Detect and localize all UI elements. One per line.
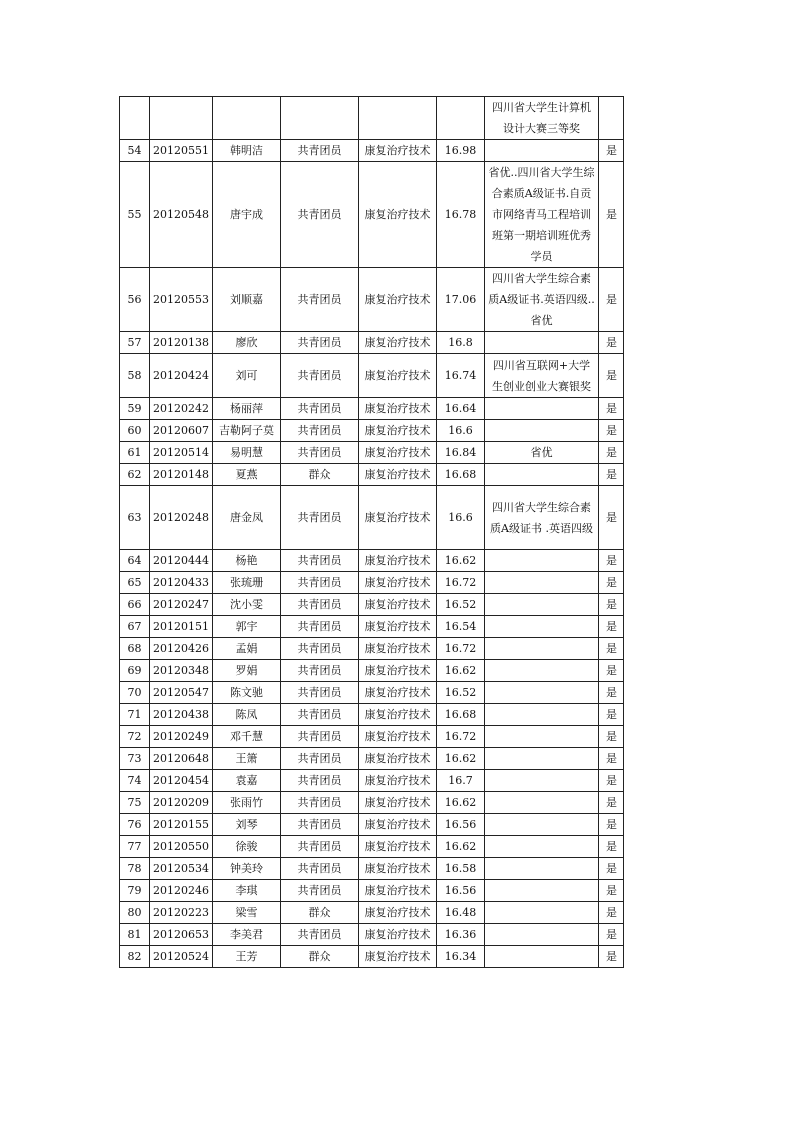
student-name-cell: 刘顺嘉	[213, 268, 281, 332]
row-number-cell: 66	[120, 594, 150, 616]
student-name-cell: 张琉珊	[213, 572, 281, 594]
award-note-cell: 省优	[485, 442, 599, 464]
score-cell: 16.56	[437, 814, 485, 836]
student-id-cell: 20120433	[150, 572, 213, 594]
score-cell: 16.52	[437, 682, 485, 704]
table-body	[120, 97, 624, 968]
table-row	[120, 726, 624, 748]
table-row	[120, 880, 624, 902]
student-id-cell: 20120209	[150, 792, 213, 814]
row-number-cell: 68	[120, 638, 150, 660]
qualified-flag-cell: 是	[599, 354, 624, 398]
score-cell: 16.62	[437, 836, 485, 858]
student-name-cell: 李琪	[213, 880, 281, 902]
award-note-cell	[485, 858, 599, 880]
major-cell: 康复治疗技术	[359, 814, 437, 836]
student-id-cell: 20120438	[150, 704, 213, 726]
score-cell: 16.78	[437, 162, 485, 268]
award-note-cell	[485, 638, 599, 660]
qualified-flag-cell: 是	[599, 550, 624, 572]
table-row	[120, 442, 624, 464]
student-id-cell: 20120534	[150, 858, 213, 880]
student-id-cell: 20120148	[150, 464, 213, 486]
student-id-cell: 20120444	[150, 550, 213, 572]
row-number-cell: 67	[120, 616, 150, 638]
score-cell: 16.62	[437, 792, 485, 814]
major-cell: 康复治疗技术	[359, 726, 437, 748]
score-cell: 16.6	[437, 420, 485, 442]
table-row	[120, 638, 624, 660]
award-note-cell	[485, 704, 599, 726]
political-status-cell: 共青团员	[281, 486, 359, 550]
political-status-cell: 共青团员	[281, 442, 359, 464]
award-note-cell: 省优..四川省大学生综合素质A级证书.自贡市网络青马工程培训班第一期培训班优秀学员	[485, 162, 599, 268]
award-note-cell	[485, 594, 599, 616]
table-row	[120, 660, 624, 682]
major-cell: 康复治疗技术	[359, 464, 437, 486]
student-name-cell: 陈凤	[213, 704, 281, 726]
qualified-flag-cell: 是	[599, 726, 624, 748]
major-cell: 康复治疗技术	[359, 946, 437, 968]
student-name-cell: 王箫	[213, 748, 281, 770]
major-cell: 康复治疗技术	[359, 616, 437, 638]
student-name-cell: 徐骏	[213, 836, 281, 858]
award-note-cell	[485, 398, 599, 420]
qualified-flag-cell: 是	[599, 420, 624, 442]
score-cell: 16.52	[437, 594, 485, 616]
score-cell: 16.56	[437, 880, 485, 902]
table-row	[120, 792, 624, 814]
score-cell: 16.72	[437, 572, 485, 594]
student-name-cell: 罗娟	[213, 660, 281, 682]
student-id-cell: 20120553	[150, 268, 213, 332]
score-cell: 16.8	[437, 332, 485, 354]
table-row	[120, 748, 624, 770]
award-note-cell	[485, 140, 599, 162]
row-number-cell: 81	[120, 924, 150, 946]
table-row	[120, 946, 624, 968]
qualified-flag-cell	[599, 97, 624, 140]
major-cell: 康复治疗技术	[359, 792, 437, 814]
table-row	[120, 924, 624, 946]
qualified-flag-cell: 是	[599, 268, 624, 332]
student-name-cell: 廖欣	[213, 332, 281, 354]
political-status-cell: 共青团员	[281, 332, 359, 354]
student-id-cell: 20120524	[150, 946, 213, 968]
table-row	[120, 550, 624, 572]
table-row	[120, 486, 624, 550]
qualified-flag-cell: 是	[599, 682, 624, 704]
political-status-cell: 共青团员	[281, 268, 359, 332]
student-name-cell: 郭宇	[213, 616, 281, 638]
student-name-cell: 刘可	[213, 354, 281, 398]
major-cell: 康复治疗技术	[359, 924, 437, 946]
row-number-cell: 60	[120, 420, 150, 442]
table-row	[120, 814, 624, 836]
student-id-cell: 20120514	[150, 442, 213, 464]
student-name-cell: 梁雪	[213, 902, 281, 924]
student-id-cell: 20120607	[150, 420, 213, 442]
table-row	[120, 140, 624, 162]
award-note-cell	[485, 682, 599, 704]
political-status-cell: 共青团员	[281, 924, 359, 946]
student-id-cell: 20120249	[150, 726, 213, 748]
major-cell: 康复治疗技术	[359, 354, 437, 398]
student-id-cell: 20120426	[150, 638, 213, 660]
table-row	[120, 858, 624, 880]
student-id-cell: 20120547	[150, 682, 213, 704]
award-note-cell	[485, 660, 599, 682]
award-note-cell	[485, 836, 599, 858]
qualified-flag-cell: 是	[599, 770, 624, 792]
qualified-flag-cell: 是	[599, 660, 624, 682]
row-number-cell: 80	[120, 902, 150, 924]
student-id-cell: 20120155	[150, 814, 213, 836]
table-row	[120, 420, 624, 442]
political-status-cell: 共青团员	[281, 682, 359, 704]
table-row	[120, 398, 624, 420]
award-note-cell	[485, 726, 599, 748]
table-row	[120, 332, 624, 354]
row-number-cell: 61	[120, 442, 150, 464]
student-id-cell: 20120648	[150, 748, 213, 770]
student-name-cell: 刘琴	[213, 814, 281, 836]
qualified-flag-cell: 是	[599, 704, 624, 726]
qualified-flag-cell: 是	[599, 486, 624, 550]
qualified-flag-cell: 是	[599, 924, 624, 946]
political-status-cell: 共青团员	[281, 660, 359, 682]
score-cell: 16.72	[437, 638, 485, 660]
row-number-cell: 79	[120, 880, 150, 902]
student-name-cell: 易明慧	[213, 442, 281, 464]
row-number-cell: 72	[120, 726, 150, 748]
major-cell: 康复治疗技术	[359, 486, 437, 550]
major-cell	[359, 97, 437, 140]
major-cell: 康复治疗技术	[359, 332, 437, 354]
row-number-cell: 65	[120, 572, 150, 594]
score-cell: 16.64	[437, 398, 485, 420]
row-number-cell: 63	[120, 486, 150, 550]
major-cell: 康复治疗技术	[359, 748, 437, 770]
table-row	[120, 616, 624, 638]
score-cell: 17.06	[437, 268, 485, 332]
table-row	[120, 268, 624, 332]
score-cell: 16.36	[437, 924, 485, 946]
award-note-cell	[485, 572, 599, 594]
row-number-cell: 69	[120, 660, 150, 682]
qualified-flag-cell: 是	[599, 332, 624, 354]
student-name-cell: 邓千慧	[213, 726, 281, 748]
student-id-cell: 20120242	[150, 398, 213, 420]
qualified-flag-cell: 是	[599, 946, 624, 968]
award-note-cell	[485, 814, 599, 836]
political-status-cell: 共青团员	[281, 398, 359, 420]
major-cell: 康复治疗技术	[359, 902, 437, 924]
major-cell: 康复治疗技术	[359, 880, 437, 902]
qualified-flag-cell: 是	[599, 792, 624, 814]
student-name-cell: 沈小雯	[213, 594, 281, 616]
row-number-cell: 56	[120, 268, 150, 332]
student-id-cell: 20120550	[150, 836, 213, 858]
award-note-cell	[485, 748, 599, 770]
table-row	[120, 464, 624, 486]
row-number-cell: 76	[120, 814, 150, 836]
award-note-cell	[485, 616, 599, 638]
political-status-cell: 共青团员	[281, 792, 359, 814]
table-row	[120, 770, 624, 792]
row-number-cell: 74	[120, 770, 150, 792]
row-number-cell: 57	[120, 332, 150, 354]
major-cell: 康复治疗技术	[359, 858, 437, 880]
political-status-cell: 共青团员	[281, 726, 359, 748]
row-number-cell: 77	[120, 836, 150, 858]
political-status-cell: 共青团员	[281, 616, 359, 638]
major-cell: 康复治疗技术	[359, 162, 437, 268]
row-number-cell	[120, 97, 150, 140]
major-cell: 康复治疗技术	[359, 442, 437, 464]
score-cell: 16.74	[437, 354, 485, 398]
student-name-cell: 唐宇成	[213, 162, 281, 268]
row-number-cell: 64	[120, 550, 150, 572]
student-id-cell: 20120247	[150, 594, 213, 616]
political-status-cell: 群众	[281, 946, 359, 968]
political-status-cell: 共青团员	[281, 420, 359, 442]
table-row	[120, 354, 624, 398]
row-number-cell: 54	[120, 140, 150, 162]
qualified-flag-cell: 是	[599, 594, 624, 616]
political-status-cell: 共青团员	[281, 748, 359, 770]
qualified-flag-cell: 是	[599, 880, 624, 902]
award-note-cell: 四川省大学生综合素质A级证书 .英语四级	[485, 486, 599, 550]
political-status-cell: 共青团员	[281, 572, 359, 594]
qualified-flag-cell: 是	[599, 858, 624, 880]
table-row	[120, 97, 624, 140]
major-cell: 康复治疗技术	[359, 420, 437, 442]
student-id-cell: 20120653	[150, 924, 213, 946]
political-status-cell: 群众	[281, 902, 359, 924]
student-id-cell: 20120138	[150, 332, 213, 354]
award-note-cell	[485, 464, 599, 486]
score-cell: 16.62	[437, 660, 485, 682]
major-cell: 康复治疗技术	[359, 550, 437, 572]
qualified-flag-cell: 是	[599, 748, 624, 770]
political-status-cell: 共青团员	[281, 858, 359, 880]
qualified-flag-cell: 是	[599, 442, 624, 464]
student-id-cell	[150, 97, 213, 140]
student-name-cell: 夏燕	[213, 464, 281, 486]
political-status-cell: 共青团员	[281, 704, 359, 726]
score-cell: 16.7	[437, 770, 485, 792]
major-cell: 康复治疗技术	[359, 594, 437, 616]
student-id-cell: 20120223	[150, 902, 213, 924]
student-list-table	[119, 96, 624, 968]
award-note-cell	[485, 946, 599, 968]
award-note-cell	[485, 902, 599, 924]
table-row	[120, 682, 624, 704]
qualified-flag-cell: 是	[599, 836, 624, 858]
major-cell: 康复治疗技术	[359, 398, 437, 420]
student-id-cell: 20120151	[150, 616, 213, 638]
award-note-cell: 四川省大学生计算机设计大赛三等奖	[485, 97, 599, 140]
student-name-cell: 张雨竹	[213, 792, 281, 814]
political-status-cell: 群众	[281, 464, 359, 486]
student-name-cell: 王芳	[213, 946, 281, 968]
major-cell: 康复治疗技术	[359, 268, 437, 332]
qualified-flag-cell: 是	[599, 902, 624, 924]
row-number-cell: 70	[120, 682, 150, 704]
major-cell: 康复治疗技术	[359, 704, 437, 726]
student-id-cell: 20120454	[150, 770, 213, 792]
student-name-cell: 袁嘉	[213, 770, 281, 792]
award-note-cell	[485, 420, 599, 442]
student-name-cell: 杨丽萍	[213, 398, 281, 420]
major-cell: 康复治疗技术	[359, 140, 437, 162]
score-cell: 16.58	[437, 858, 485, 880]
row-number-cell: 82	[120, 946, 150, 968]
political-status-cell: 共青团员	[281, 638, 359, 660]
qualified-flag-cell: 是	[599, 572, 624, 594]
row-number-cell: 71	[120, 704, 150, 726]
score-cell: 16.34	[437, 946, 485, 968]
student-id-cell: 20120424	[150, 354, 213, 398]
row-number-cell: 59	[120, 398, 150, 420]
award-note-cell	[485, 880, 599, 902]
major-cell: 康复治疗技术	[359, 770, 437, 792]
qualified-flag-cell: 是	[599, 162, 624, 268]
award-note-cell: 四川省互联网+大学生创业创业大赛银奖	[485, 354, 599, 398]
student-id-cell: 20120348	[150, 660, 213, 682]
row-number-cell: 73	[120, 748, 150, 770]
row-number-cell: 62	[120, 464, 150, 486]
student-name-cell: 陈文驰	[213, 682, 281, 704]
political-status-cell: 共青团员	[281, 354, 359, 398]
student-name-cell: 孟娟	[213, 638, 281, 660]
student-name-cell: 吉勒阿子莫	[213, 420, 281, 442]
award-note-cell	[485, 332, 599, 354]
award-note-cell	[485, 550, 599, 572]
table-row	[120, 836, 624, 858]
political-status-cell: 共青团员	[281, 836, 359, 858]
table-row	[120, 572, 624, 594]
student-id-cell: 20120246	[150, 880, 213, 902]
qualified-flag-cell: 是	[599, 140, 624, 162]
political-status-cell: 共青团员	[281, 814, 359, 836]
score-cell: 16.84	[437, 442, 485, 464]
row-number-cell: 55	[120, 162, 150, 268]
political-status-cell: 共青团员	[281, 594, 359, 616]
student-id-cell: 20120551	[150, 140, 213, 162]
score-cell: 16.68	[437, 704, 485, 726]
student-name-cell: 唐金凤	[213, 486, 281, 550]
major-cell: 康复治疗技术	[359, 660, 437, 682]
score-cell: 16.98	[437, 140, 485, 162]
political-status-cell: 共青团员	[281, 880, 359, 902]
political-status-cell: 共青团员	[281, 162, 359, 268]
qualified-flag-cell: 是	[599, 616, 624, 638]
major-cell: 康复治疗技术	[359, 682, 437, 704]
table-row	[120, 162, 624, 268]
major-cell: 康复治疗技术	[359, 572, 437, 594]
student-name-cell	[213, 97, 281, 140]
political-status-cell: 共青团员	[281, 140, 359, 162]
award-note-cell	[485, 770, 599, 792]
row-number-cell: 75	[120, 792, 150, 814]
qualified-flag-cell: 是	[599, 398, 624, 420]
score-cell: 16.6	[437, 486, 485, 550]
political-status-cell: 共青团员	[281, 770, 359, 792]
table-row	[120, 594, 624, 616]
qualified-flag-cell: 是	[599, 814, 624, 836]
major-cell: 康复治疗技术	[359, 836, 437, 858]
student-name-cell: 韩明洁	[213, 140, 281, 162]
student-id-cell: 20120248	[150, 486, 213, 550]
score-cell: 16.54	[437, 616, 485, 638]
score-cell: 16.68	[437, 464, 485, 486]
score-cell	[437, 97, 485, 140]
student-name-cell: 杨艳	[213, 550, 281, 572]
political-status-cell	[281, 97, 359, 140]
row-number-cell: 78	[120, 858, 150, 880]
qualified-flag-cell: 是	[599, 464, 624, 486]
student-name-cell: 钟美玲	[213, 858, 281, 880]
student-name-cell: 李美君	[213, 924, 281, 946]
table-row	[120, 902, 624, 924]
award-note-cell: 四川省大学生综合素质A级证书.英语四级..省优	[485, 268, 599, 332]
row-number-cell: 58	[120, 354, 150, 398]
award-note-cell	[485, 924, 599, 946]
score-cell: 16.62	[437, 550, 485, 572]
qualified-flag-cell: 是	[599, 638, 624, 660]
score-cell: 16.72	[437, 726, 485, 748]
award-note-cell	[485, 792, 599, 814]
student-id-cell: 20120548	[150, 162, 213, 268]
score-cell: 16.48	[437, 902, 485, 924]
major-cell: 康复治疗技术	[359, 638, 437, 660]
score-cell: 16.62	[437, 748, 485, 770]
political-status-cell: 共青团员	[281, 550, 359, 572]
table-row	[120, 704, 624, 726]
